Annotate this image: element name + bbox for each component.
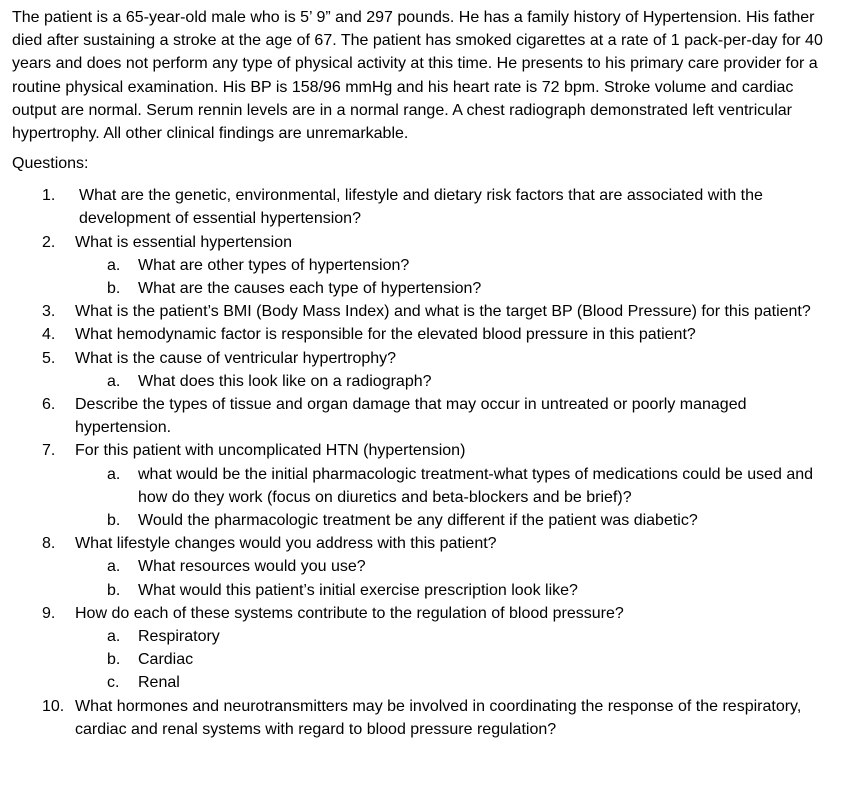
question-number: 6.: [42, 396, 56, 414]
sub-question-letter: b.: [107, 280, 121, 298]
question-text: What lifestyle changes would you address with this patient?: [75, 535, 497, 553]
question-number: 8.: [42, 535, 56, 553]
question-text: What are the genetic, environmental, lifestyle and dietary risk factors that are associated with the development of essential hypertension?: [79, 187, 763, 228]
sub-question-text: Would the pharmacologic treatment be any different if the patient was diabetic?: [138, 512, 698, 530]
sub-question-letter: a.: [107, 628, 121, 646]
sub-question-letter: a.: [107, 256, 121, 274]
sub-question-item: [75, 648, 836, 671]
sub-question-text: Renal: [138, 674, 180, 692]
sub-question-item: [75, 277, 836, 300]
question-text: For this patient with uncomplicated HTN (hypertension): [75, 442, 466, 460]
question-number: 10.: [42, 697, 65, 715]
question-text: What hormones and neurotransmitters may be involved in coordinating the response of the respiratory, cardiac and renal systems with regard to blood pressure regulation?: [75, 697, 802, 738]
sub-question-text: What are the causes each type of hypertension?: [138, 280, 482, 298]
sub-question-item: [75, 625, 836, 648]
sub-question-text: What resources would you use?: [138, 558, 366, 576]
sub-question-letter: b.: [107, 581, 121, 599]
sub-question-letter: b.: [107, 512, 121, 530]
sub-question-item: [75, 509, 836, 532]
question-text: What is the cause of ventricular hypertrophy?: [75, 349, 397, 367]
question-number: 4.: [42, 326, 56, 344]
sub-question-text: What would this patient’s initial exercise prescription look like?: [138, 581, 578, 599]
question-text: What is essential hypertension: [75, 233, 292, 251]
sub-question-item: [75, 370, 836, 393]
sub-question-text: what would be the initial pharmacologic treatment-what types of medications could be used and how do they work (focus on diuretics and beta-blockers and be brief)?: [138, 465, 814, 506]
sub-question-item: [75, 671, 836, 694]
sub-question-list: [75, 254, 836, 300]
question-number: 1.: [42, 187, 56, 205]
question-number: 9.: [42, 604, 56, 622]
question-item: [12, 695, 836, 741]
sub-question-list: [75, 555, 836, 601]
sub-question-text: What are other types of hypertension?: [138, 256, 410, 274]
question-item: [12, 347, 836, 393]
sub-question-letter: b.: [107, 651, 121, 669]
question-number: 3.: [42, 303, 56, 321]
case-description: The patient is a 65-year-old male who is 5’ 9” and 297 pounds. He has a family history of Hypertension. His father died after sustaining a stroke at the age of 67. The patient has smoked cigarettes at a rate of 1 pack-per-day for 40 years and does not perform any type of physical activity at this time. He presents to his primary care provider for a routine physical examination. His BP is 158/96 mmHg and his heart rate is 72 bpm. Stroke volume and cardiac output are normal. Serum rennin levels are in a normal range. A chest radiograph demonstrated left ventricular hypertrophy. All other clinical findings are unremarkable.: [12, 9, 823, 143]
sub-question-item: [75, 555, 836, 578]
sub-question-text: What does this look like on a radiograph?: [138, 372, 432, 390]
question-number: 5.: [42, 349, 56, 367]
question-item: [12, 300, 836, 323]
sub-question-item: [75, 254, 836, 277]
question-item: [12, 231, 836, 301]
question-number: 7.: [42, 442, 56, 460]
sub-question-item: [75, 579, 836, 602]
question-text: What hemodynamic factor is responsible for the elevated blood pressure in this patient?: [75, 326, 696, 344]
question-text: What is the patient’s BMI (Body Mass Index) and what is the target BP (Blood Pressure) for this patient?: [75, 303, 811, 321]
sub-question-letter: a.: [107, 465, 121, 483]
sub-question-list: [75, 370, 836, 393]
question-text: Describe the types of tissue and organ damage that may occur in untreated or poorly managed hypertension.: [75, 396, 747, 437]
question-item: [12, 602, 836, 695]
sub-question-letter: a.: [107, 558, 121, 576]
sub-question-letter: c.: [107, 674, 120, 692]
sub-question-text: Cardiac: [138, 651, 194, 669]
question-list: [12, 184, 836, 741]
sub-question-item: [75, 463, 836, 509]
sub-question-list: [75, 463, 836, 533]
question-text: How do each of these systems contribute to the regulation of blood pressure?: [75, 604, 624, 622]
question-item: [12, 323, 836, 346]
question-item: [12, 184, 836, 230]
questions-heading: Questions:: [12, 155, 89, 173]
question-item: [12, 393, 836, 439]
sub-question-text: Respiratory: [138, 628, 220, 646]
sub-question-letter: a.: [107, 372, 121, 390]
sub-question-list: [75, 625, 836, 695]
question-number: 2.: [42, 233, 56, 251]
question-item: [12, 439, 836, 532]
question-item: [12, 532, 836, 602]
